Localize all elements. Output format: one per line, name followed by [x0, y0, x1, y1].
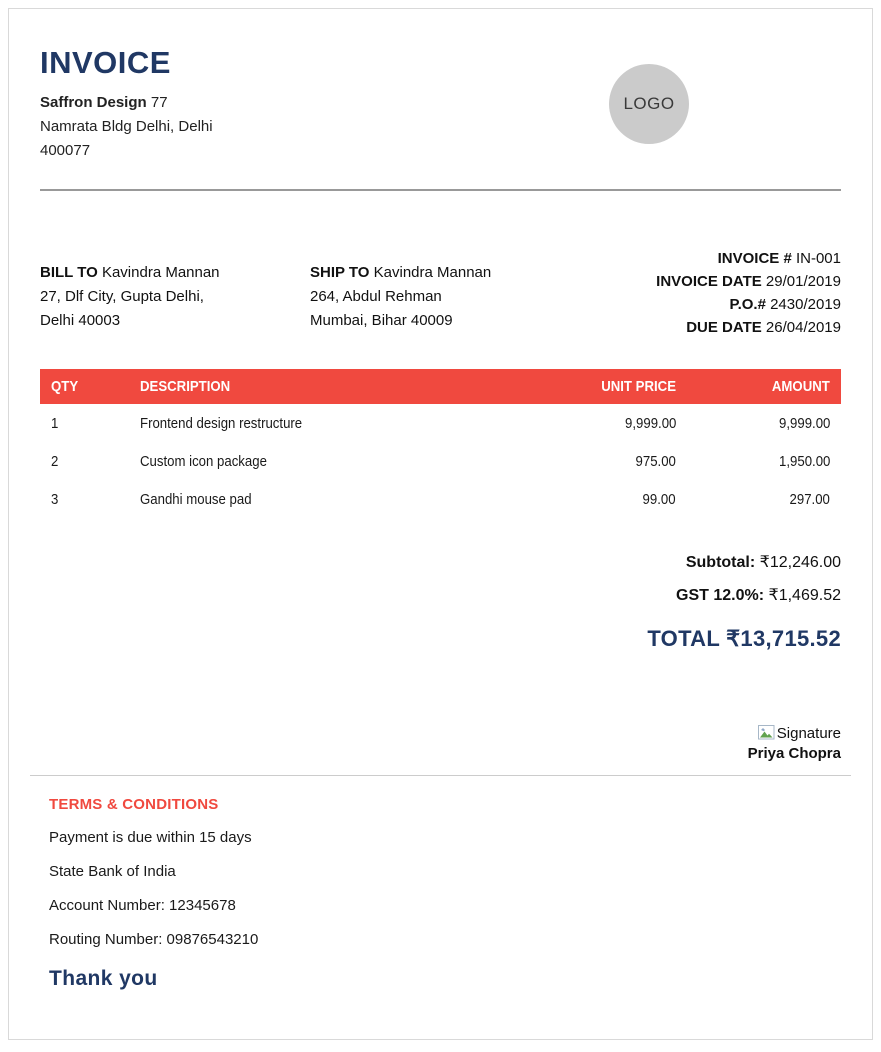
bill-to-block [40, 247, 310, 339]
gst-value: ₹1,469.52 [768, 587, 841, 604]
table-header-row [40, 369, 841, 404]
row-amount: 297.00 [789, 490, 830, 508]
invoice-header [40, 39, 841, 163]
signature-block [40, 725, 841, 763]
logo-label: LOGO [623, 94, 675, 113]
bill-to-address1: 27, Dlf City, Gupta Delhi, [40, 288, 204, 305]
gst-row [40, 585, 841, 607]
bill-to-label: BILL TO [40, 264, 98, 281]
ship-to-block [310, 247, 575, 339]
table-row [40, 442, 841, 480]
qty-column-header: QTY [40, 369, 140, 404]
invoice-date-value: 29/01/2019 [765, 273, 841, 290]
invoice-date-row [575, 270, 841, 293]
ship-to-label: SHIP TO [310, 264, 370, 281]
description-column-header: DESCRIPTION [140, 369, 526, 404]
company-number: 77 [150, 94, 168, 111]
parties-section [40, 247, 841, 339]
row-qty: 1 [51, 414, 59, 432]
due-date-row [575, 316, 841, 339]
row-amount: 9,999.00 [778, 414, 830, 432]
table-row [40, 480, 841, 518]
broken-image-icon [758, 725, 776, 745]
amount-column-header: AMOUNT [676, 369, 841, 404]
invoice-meta-block [575, 247, 841, 339]
signature-image-line [40, 725, 841, 745]
due-date-label: DUE DATE [686, 319, 762, 336]
row-unit-price: 9,999.00 [624, 414, 676, 432]
grand-total-value: ₹13,715.52 [726, 626, 841, 651]
company-logo-placeholder [609, 64, 689, 144]
row-qty: 2 [51, 452, 59, 470]
header-divider [40, 189, 841, 191]
row-description: Frontend design restructure [140, 414, 303, 432]
po-number-row [575, 293, 841, 316]
row-qty: 3 [51, 490, 59, 508]
ship-to-name: Kavindra Mannan [373, 264, 492, 281]
terms-line: Routing Number: 09876543210 [49, 931, 259, 948]
invoice-number-label: INVOICE # [717, 250, 792, 267]
bill-to-line1 [40, 261, 310, 285]
row-unit-price: 99.00 [642, 490, 676, 508]
subtotal-value: ₹12,246.00 [759, 554, 841, 571]
company-address-line2: 400077 [40, 142, 91, 159]
line-items-table [40, 369, 841, 518]
row-description: Gandhi mouse pad [140, 490, 252, 508]
company-block [40, 39, 213, 163]
invoice-page [8, 8, 873, 1040]
grand-total-label: TOTAL [647, 626, 720, 651]
subtotal-row [40, 552, 841, 574]
row-amount: 1,950.00 [778, 452, 830, 470]
unit-price-column-header: UNIT PRICE [526, 369, 676, 404]
grand-total-row [40, 625, 841, 653]
table-row [40, 404, 841, 442]
due-date-value: 26/04/2019 [765, 319, 841, 336]
gst-label: GST 12.0%: [676, 587, 765, 604]
bill-to-address2: Delhi 40003 [40, 312, 121, 329]
terms-line: Account Number: 12345678 [49, 897, 236, 914]
terms-line: Payment is due within 15 days [49, 829, 252, 846]
invoice-number-row [575, 247, 841, 270]
company-name-line [40, 91, 213, 115]
ship-to-address1: 264, Abdul Rehman [310, 288, 442, 305]
row-unit-price: 975.00 [635, 452, 676, 470]
subtotal-label: Subtotal: [685, 554, 756, 571]
signature-alt-text: Signature [776, 725, 841, 742]
terms-line: State Bank of India [49, 863, 176, 880]
signature-name: Priya Chopra [747, 745, 841, 762]
totals-section [40, 552, 841, 653]
row-description: Custom icon package [140, 452, 267, 470]
company-name: Saffron Design [40, 94, 147, 111]
terms-heading: TERMS & CONDITIONS [49, 796, 219, 813]
ship-to-line1 [310, 261, 575, 285]
po-number-label: P.O.# [729, 296, 766, 313]
footer-divider [30, 775, 851, 776]
bill-to-name: Kavindra Mannan [101, 264, 220, 281]
po-number-value: 2430/2019 [770, 296, 841, 313]
terms-section [40, 796, 841, 992]
thank-you-note: Thank you [49, 967, 158, 990]
ship-to-address2: Mumbai, Bihar 40009 [310, 312, 453, 329]
invoice-date-label: INVOICE DATE [656, 273, 762, 290]
invoice-title: INVOICE [40, 45, 171, 80]
invoice-number-value: IN-001 [795, 250, 841, 267]
company-address-line1: Namrata Bldg Delhi, Delhi [40, 118, 213, 135]
